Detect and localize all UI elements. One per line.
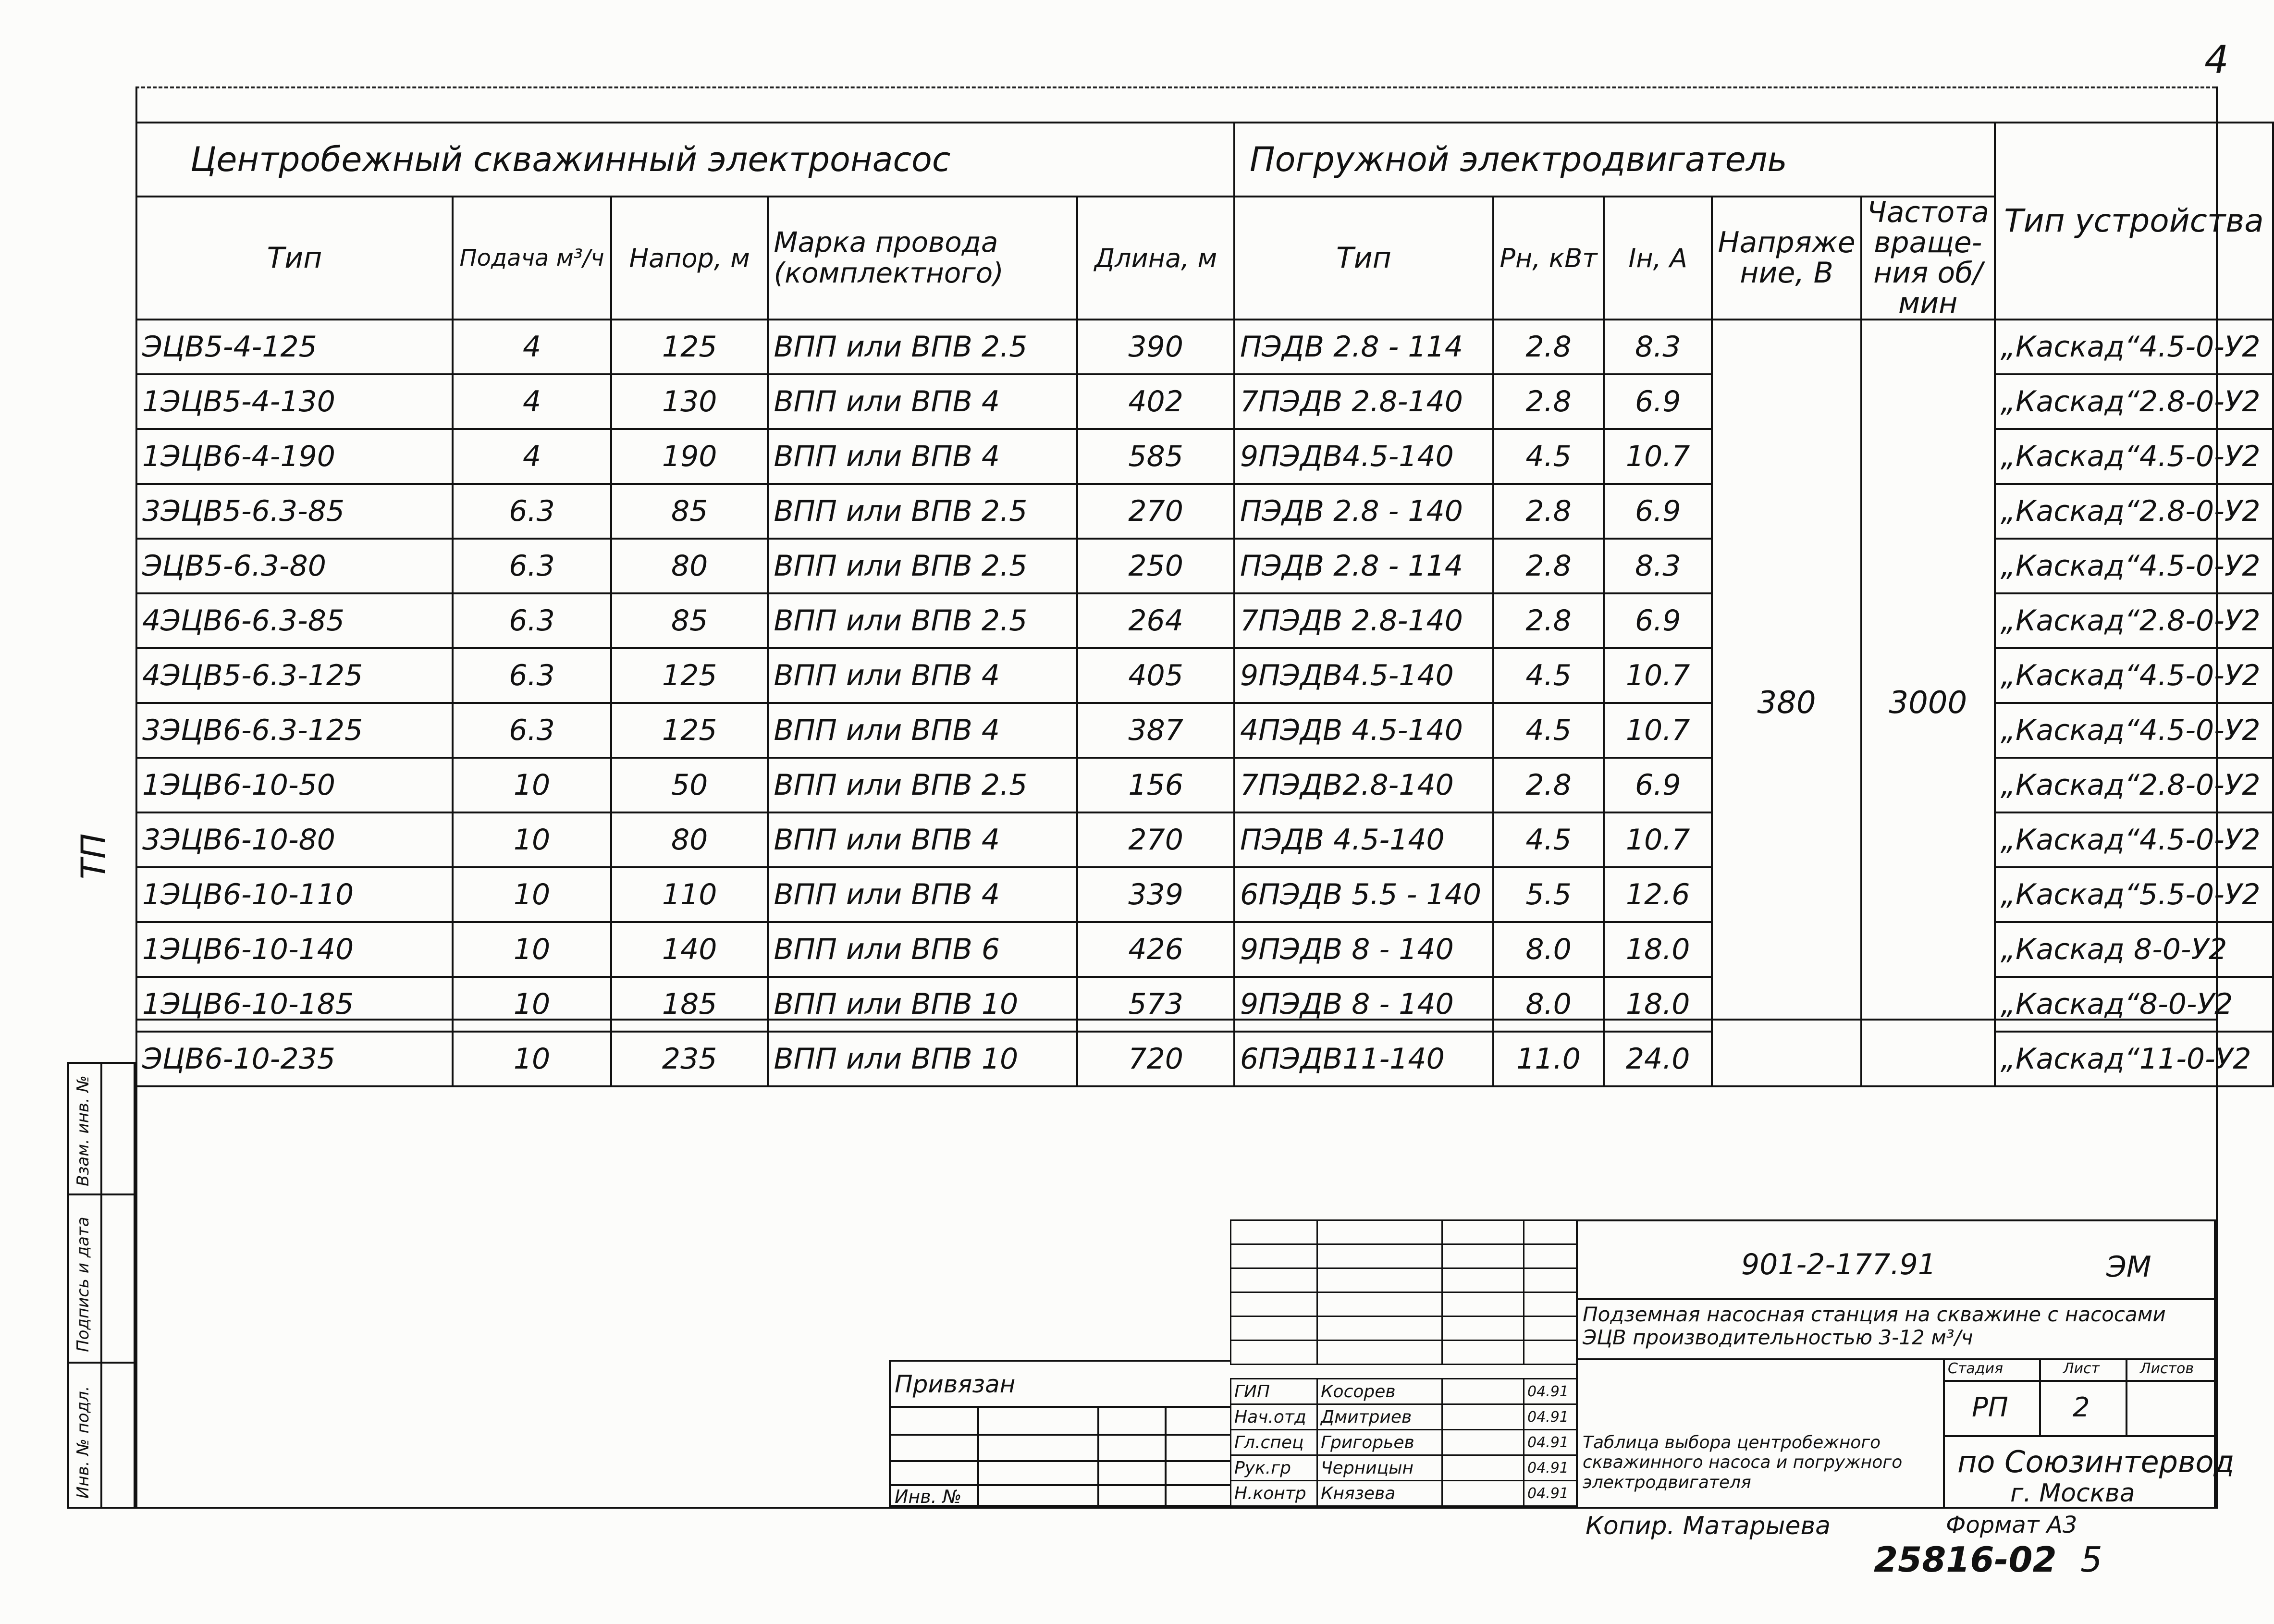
cell-pump: 1ЭЦВ6-10-110 [136,867,453,922]
cell-wire: ВПП или ВПВ 2.5 [768,484,1077,539]
page-number: 4 [2204,37,2229,82]
cell-head: 235 [611,1032,768,1086]
role-cell-role: Н.контр [1231,1481,1317,1506]
revision-grid [1230,1219,1577,1365]
left-stamp [67,1062,135,1509]
cell-wire: ВПП или ВПВ 2.5 [768,539,1077,593]
role-cell-role: Гл.спец [1231,1430,1317,1455]
cell-power: 8.0 [1493,977,1604,1032]
col-head: Напор, м [611,197,768,320]
cell-power: 5.5 [1493,867,1604,922]
cell-pump: ЭЦВ5-6.3-80 [136,539,453,593]
stamp-label-inv-original: Инв. № подл. [74,1386,93,1499]
role-cell-role: Рук.гр [1231,1455,1317,1481]
cell-length: 405 [1077,648,1234,703]
cell-flow: 6.3 [453,484,611,539]
cell-device: „Каскад“8-0-У2 [1995,977,2273,1032]
group-pump-header: Центробежный скважинный электронасос [136,123,1234,197]
device-type-header: Тип устройства [1995,123,2273,320]
role-cell-sign [1442,1481,1524,1506]
cell-flow: 6.3 [453,703,611,758]
role-cell-name: Григорьев [1317,1430,1442,1455]
col-voltage: Напряже ние, В [1712,197,1861,320]
drawing-title: Таблица выбора центробежного скважинного насоса и погружного электродвигателя [1583,1433,1903,1492]
cell-motor: 9ПЭДВ 8 - 140 [1234,977,1493,1032]
side-label-tp: ТП [74,833,113,879]
cell-wire: ВПП или ВПВ 6 [768,922,1077,977]
role-cell-role: ГИП [1231,1379,1317,1404]
cell-current: 10.7 [1604,812,1712,867]
sheets-label: Листов [2140,1360,2194,1377]
table-body [136,320,2273,1086]
cell-device: „Каскад“2.8-0-У2 [1995,758,2273,812]
cell-length: 585 [1077,429,1234,484]
format-label: Формат А3 [1946,1512,2077,1538]
role-row [1231,1404,1577,1430]
cell-flow: 4 [453,429,611,484]
cell-length: 156 [1077,758,1234,812]
role-cell-name: Косорев [1317,1379,1442,1404]
cell-power: 4.5 [1493,703,1604,758]
col-motor-type: Тип [1234,197,1493,320]
cell-length: 426 [1077,922,1234,977]
cell-flow: 4 [453,374,611,429]
cell-current: 18.0 [1604,922,1712,977]
cell-flow: 10 [453,867,611,922]
cell-device: „Каскад“4.5-0-У2 [1995,429,2273,484]
col-current: Iн, А [1604,197,1712,320]
role-row [1231,1481,1577,1506]
cell-device: „Каскад“4.5-0-У2 [1995,812,2273,867]
cell-motor: 7ПЭДВ 2.8-140 [1234,593,1493,648]
cell-power: 11.0 [1493,1032,1604,1086]
cell-head: 85 [611,593,768,648]
cell-pump: ЭЦВ6-10-235 [136,1032,453,1086]
cell-device: „Каскад 8-0-У2 [1995,922,2273,977]
cell-current: 6.9 [1604,758,1712,812]
cell-length: 390 [1077,320,1234,374]
cell-current: 6.9 [1604,374,1712,429]
cell-device: „Каскад“5.5-0-У2 [1995,867,2273,922]
cell-pump: 4ЭЦВ6-6.3-85 [136,593,453,648]
cell-pump: 4ЭЦВ5-6.3-125 [136,648,453,703]
cell-power: 2.8 [1493,484,1604,539]
table-row [136,320,2273,374]
cell-pump: 3ЭЦВ6-6.3-125 [136,703,453,758]
cell-motor: ПЭДВ 2.8 - 114 [1234,539,1493,593]
cell-current: 8.3 [1604,539,1712,593]
cell-flow: 10 [453,758,611,812]
col-length: Длина, м [1077,197,1234,320]
frame-bottom [135,1507,2216,1509]
role-cell-name: Черницын [1317,1455,1442,1481]
organization: по Союзинтервод [1957,1444,2235,1479]
cell-flow: 10 [453,1032,611,1086]
sheet-label: Лист [2063,1360,2100,1377]
role-cell-role: Нач.отд [1231,1404,1317,1430]
cell-power: 8.0 [1493,922,1604,977]
cell-wire: ВПП или ВПВ 10 [768,977,1077,1032]
cell-motor: ПЭДВ 4.5-140 [1234,812,1493,867]
cell-device: „Каскад“4.5-0-У2 [1995,320,2273,374]
cell-motor: 7ПЭДВ2.8-140 [1234,758,1493,812]
group-motor-header: Погружной электродвигатель [1234,123,1995,197]
role-cell-date: 04.91 [1524,1404,1577,1430]
cell-pump: 1ЭЦВ5-4-130 [136,374,453,429]
cell-current: 6.9 [1604,484,1712,539]
roles-grid [1230,1378,1577,1507]
cell-wire: ВПП или ВПВ 4 [768,374,1077,429]
cell-wire: ВПП или ВПВ 4 [768,867,1077,922]
cell-device: „Каскад“2.8-0-У2 [1995,484,2273,539]
cell-current: 10.7 [1604,429,1712,484]
cell-power: 2.8 [1493,374,1604,429]
doc-code: 901-2-177.91 [1741,1248,1936,1281]
cell-device: „Каскад“4.5-0-У2 [1995,703,2273,758]
cell-length: 573 [1077,977,1234,1032]
cell-motor: 7ПЭДВ 2.8-140 [1234,374,1493,429]
inv-label: Инв. № [895,1486,962,1507]
cell-length: 402 [1077,374,1234,429]
cell-head: 185 [611,977,768,1032]
cell-motor: ПЭДВ 2.8 - 140 [1234,484,1493,539]
column-header-row [136,197,2273,320]
cell-device: „Каскад“2.8-0-У2 [1995,593,2273,648]
cell-motor: 9ПЭДВ4.5-140 [1234,429,1493,484]
archive-number: 25816-02 [1874,1539,2057,1580]
doc-section: ЭМ [2106,1250,2151,1284]
cell-pump: 1ЭЦВ6-10-50 [136,758,453,812]
cell-voltage: 380 [1712,320,1861,1086]
col-wire: Марка провода (комплектного) [768,197,1077,320]
cell-rpm: 3000 [1861,320,1995,1086]
cell-motor: 4ПЭДВ 4.5-140 [1234,703,1493,758]
cell-head: 50 [611,758,768,812]
group-header-row [136,123,2273,197]
cell-length: 387 [1077,703,1234,758]
cell-length: 264 [1077,593,1234,648]
cell-current: 6.9 [1604,593,1712,648]
role-cell-name: Дмитриев [1317,1404,1442,1430]
stage-label: Стадия [1948,1360,2004,1377]
cell-flow: 6.3 [453,648,611,703]
role-cell-sign [1442,1379,1524,1404]
cell-wire: ВПП или ВПВ 4 [768,429,1077,484]
cell-power: 4.5 [1493,648,1604,703]
role-cell-date: 04.91 [1524,1481,1577,1506]
cell-head: 190 [611,429,768,484]
binding-block [889,1360,1230,1507]
sheet-value: 2 [2073,1392,2090,1423]
cell-head: 110 [611,867,768,922]
project-title: Подземная насосная станция на скважине с насосами ЭЦВ производительностью 3-12 м³/ч [1583,1303,2166,1350]
cell-length: 720 [1077,1032,1234,1086]
cell-motor: 6ПЭДВ 5.5 - 140 [1234,867,1493,922]
city: г. Москва [2010,1479,2135,1508]
role-cell-sign [1442,1455,1524,1481]
role-cell-date: 04.91 [1524,1379,1577,1404]
selection-table [135,122,2274,1087]
stamp-label-replaced-inv: Взам. инв. № [74,1075,93,1186]
col-power: Рн, кВт [1493,197,1604,320]
cell-pump: 1ЭЦВ6-10-140 [136,922,453,977]
role-cell-sign [1442,1404,1524,1430]
cell-power: 2.8 [1493,539,1604,593]
cell-wire: ВПП или ВПВ 2.5 [768,320,1077,374]
cell-wire: ВПП или ВПВ 10 [768,1032,1077,1086]
role-cell-name: Князева [1317,1481,1442,1506]
cell-pump: 1ЭЦВ6-10-185 [136,977,453,1032]
cell-wire: ВПП или ВПВ 2.5 [768,758,1077,812]
cell-power: 2.8 [1493,593,1604,648]
cell-current: 24.0 [1604,1032,1712,1086]
cell-flow: 10 [453,977,611,1032]
cell-motor: 9ПЭДВ4.5-140 [1234,648,1493,703]
bound-label: Привязан [895,1370,1016,1398]
cell-flow: 6.3 [453,539,611,593]
cell-motor: 9ПЭДВ 8 - 140 [1234,922,1493,977]
cell-wire: ВПП или ВПВ 2.5 [768,593,1077,648]
cell-head: 80 [611,812,768,867]
col-flow: Подача м³/ч [453,197,611,320]
cell-head: 85 [611,484,768,539]
cell-head: 140 [611,922,768,977]
cell-current: 10.7 [1604,648,1712,703]
cell-current: 18.0 [1604,977,1712,1032]
cell-flow: 6.3 [453,593,611,648]
cell-wire: ВПП или ВПВ 4 [768,703,1077,758]
cell-length: 250 [1077,539,1234,593]
cell-length: 339 [1077,867,1234,922]
cell-pump: 3ЭЦВ6-10-80 [136,812,453,867]
cell-current: 10.7 [1604,703,1712,758]
role-row [1231,1379,1577,1404]
role-cell-sign [1442,1430,1524,1455]
cell-head: 130 [611,374,768,429]
cell-device: „Каскад“4.5-0-У2 [1995,539,2273,593]
cell-power: 4.5 [1493,429,1604,484]
title-block [1230,1219,2235,1508]
cell-current: 12.6 [1604,867,1712,922]
cell-flow: 10 [453,922,611,977]
cell-length: 270 [1077,484,1234,539]
cell-flow: 10 [453,812,611,867]
role-cell-date: 04.91 [1524,1455,1577,1481]
cell-power: 2.8 [1493,320,1604,374]
cell-head: 125 [611,703,768,758]
cell-head: 80 [611,539,768,593]
cell-head: 125 [611,648,768,703]
col-rpm: Частота враще- ния об/мин [1861,197,1995,320]
col-pump-type: Тип [136,197,453,320]
role-cell-date: 04.91 [1524,1430,1577,1455]
cell-motor: 6ПЭДВ11-140 [1234,1032,1493,1086]
cell-device: „Каскад“2.8-0-У2 [1995,374,2273,429]
stage-value: РП [1972,1392,2008,1423]
cell-device: „Каскад“4.5-0-У2 [1995,648,2273,703]
copied-by: Копир. Матарыева [1586,1512,1831,1540]
frame-top-dashed [135,86,2216,88]
archive-sheet: 5 [2080,1539,2102,1580]
cell-length: 270 [1077,812,1234,867]
cell-motor: ПЭДВ 2.8 - 114 [1234,320,1493,374]
cell-head: 125 [611,320,768,374]
cell-current: 8.3 [1604,320,1712,374]
cell-device: „Каскад“11-0-У2 [1995,1032,2273,1086]
cell-pump: ЭЦВ5-4-125 [136,320,453,374]
cell-wire: ВПП или ВПВ 4 [768,648,1077,703]
role-row [1231,1455,1577,1481]
cell-pump: 1ЭЦВ6-4-190 [136,429,453,484]
cell-pump: 3ЭЦВ5-6.3-85 [136,484,453,539]
cell-power: 4.5 [1493,812,1604,867]
cell-wire: ВПП или ВПВ 4 [768,812,1077,867]
stamp-label-signature-date: Подпись и дата [74,1217,93,1352]
role-row [1231,1430,1577,1455]
cell-power: 2.8 [1493,758,1604,812]
cell-flow: 4 [453,320,611,374]
